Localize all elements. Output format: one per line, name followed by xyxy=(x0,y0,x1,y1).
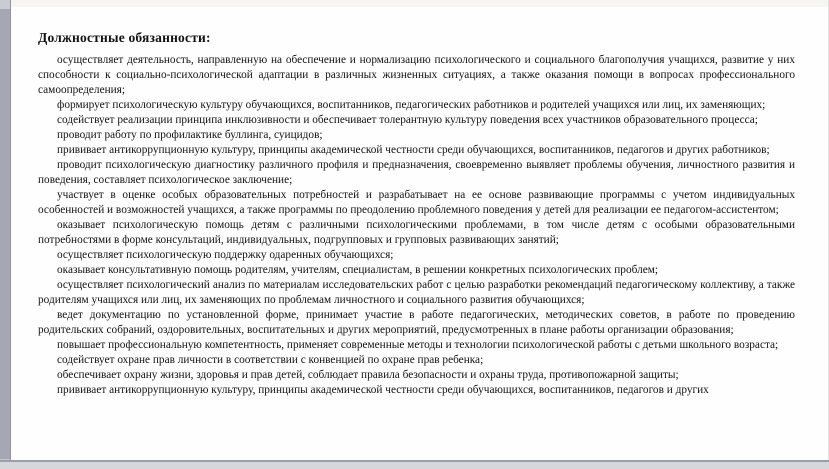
bottom-window-edge-bar xyxy=(0,460,829,469)
duty-paragraph: участвует в оценке особых образовательных потребностей и разрабатывает на ее основе развивающие программы с учетом индивидуальных особенностей и возможностей учащихся, а также программы по преодолению проблемного поведения у детей для реализации ее педагогом-ассистентом; xyxy=(38,189,795,216)
duties-list xyxy=(38,53,795,398)
duty-paragraph: оказывает психологическую помощь детям с различными психологическими проблемами, в том числе детям с особыми образовательными потребностями в форме консультаций, индивидуальных, подгрупповых и групповых развивающих занятий; xyxy=(38,219,795,246)
page-top-band xyxy=(11,0,829,7)
duty-paragraph: обеспечивает охрану жизни, здоровья и прав детей, соблюдает правила безопасности и охраны труда, противопожарной защиты; xyxy=(57,369,679,381)
duty-paragraph: содействует охране прав личности в соответствии с конвенцией по охране прав ребенка; xyxy=(57,354,484,366)
duty-paragraph: содействует реализации принципа инклюзивности и обеспечивает толерантную культуру поведения всех участников образовательного процесса; xyxy=(57,114,758,126)
duty-paragraph: осуществляет деятельность, направленную на обеспечение и нормализацию психологического и социального благополучия учащихся, развитие у них способности к социально-психологической адаптации в различных жизненных ситуациях, а также оказания помощи в вопросах профессионального самоопределения; xyxy=(38,54,795,96)
duty-paragraph: осуществляет психологическую поддержку одаренных обучающихся; xyxy=(57,249,394,261)
duty-paragraph: формирует психологическую культуру обучающихся, воспитанников, педагогических работников и родителей учащихся или лиц, их заменяющих; xyxy=(57,99,766,111)
document-page xyxy=(11,7,829,469)
left-window-edge-strip xyxy=(0,0,11,469)
duty-paragraph: проводит работу по профилактике буллинга, суицидов; xyxy=(57,129,323,141)
left-strip-top-notch xyxy=(0,0,10,9)
duty-paragraph: проводит психологическую диагностику различного профиля и предназначения, своевременно выявляет проблемы обучения, личностного развития и поведения, составляет психологическое заключение; xyxy=(38,159,795,186)
document-content xyxy=(38,7,795,398)
duty-paragraph: повышает профессиональную компетентность, применяет современные методы и технологии психологической работы с детьми школьного возраста; xyxy=(57,339,779,351)
duty-paragraph: оказывает консультативную помощь родителям, учителям, специалистам, в решении конкретных психологических проблем; xyxy=(57,264,659,276)
document-title: Должностные обязанности: xyxy=(38,30,211,45)
duty-paragraph: ведет документацию по установленной форме, принимает участие в работе педагогических, методических советов, в работе по проведению родительских собраний, оздоровительных, воспитательных и других мероприятий, предусмотренных в плане работы организации образования; xyxy=(38,309,795,336)
duty-paragraph: прививает антикоррупционную культуру, принципы академической честности среди обучающихся, воспитанников, педагогов и других работников; xyxy=(57,144,770,156)
duty-paragraph: прививает антикоррупционную культуру, принципы академической честности среди обучающихся, воспитанников, педагогов и других xyxy=(57,384,709,396)
duty-paragraph: осуществляет психологический анализ по материалам исследовательских работ с целью разработки рекомендаций педагогическому коллективу, а также родителям учащихся или лиц, их заменяющих по проблемам личностного и социального развития обучающихся; xyxy=(38,279,795,306)
